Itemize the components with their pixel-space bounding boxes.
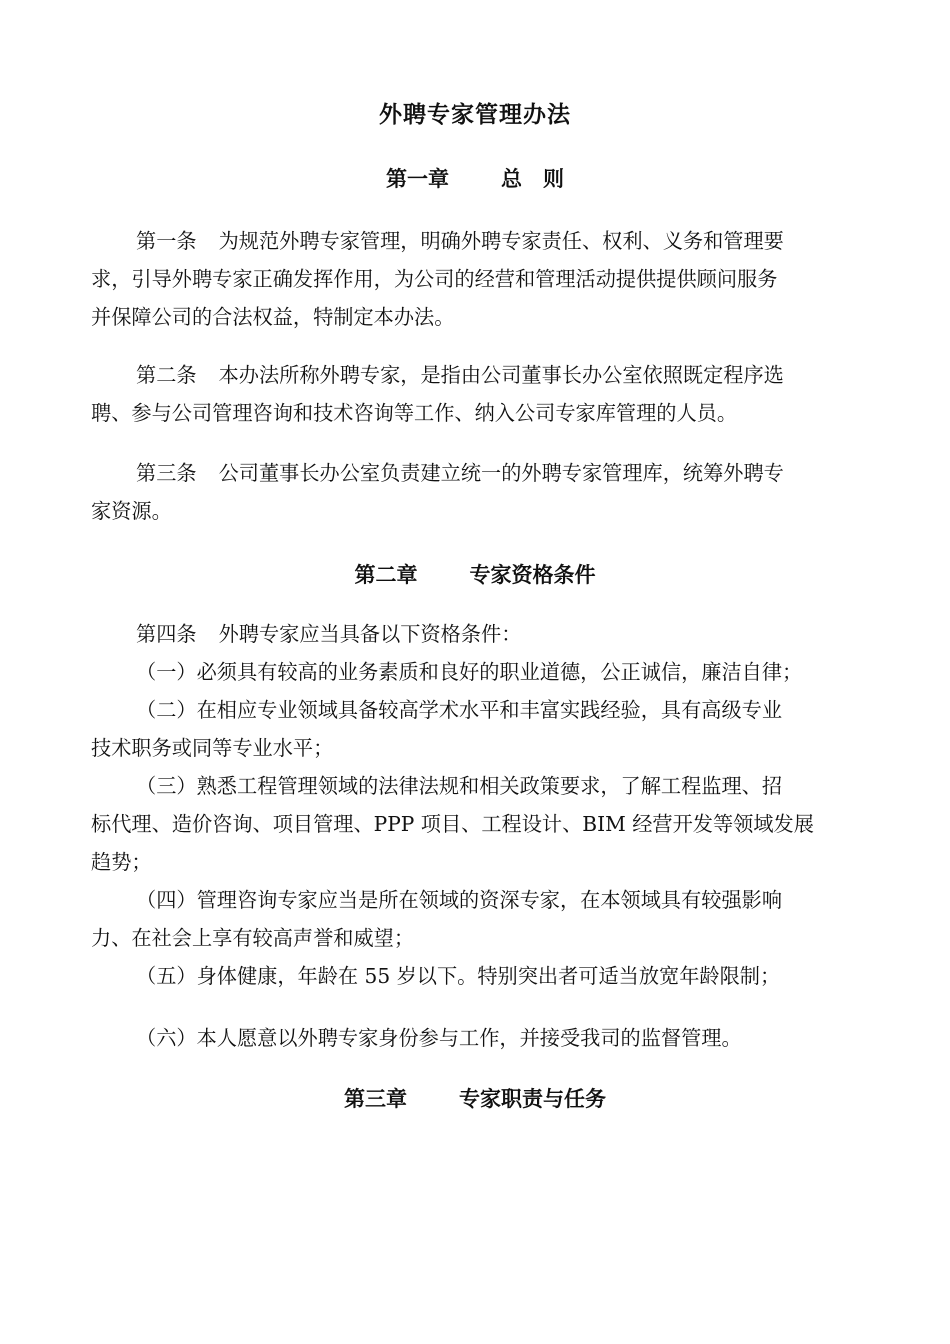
article-4-label: 第四条 — [136, 622, 197, 646]
article-4-item-6: （六）本人愿意以外聘专家身份参与工作，并接受我司的监督管理。 — [136, 1026, 742, 1050]
article-4-item-4 — [91, 881, 861, 995]
article-4-item-1: （一）必须具有较高的业务素质和良好的职业道德，公正诚信，廉洁自律； — [136, 660, 803, 684]
chapter-1-number: 第一章 — [386, 166, 449, 191]
chapter-2-number: 第二章 — [354, 562, 418, 587]
article-4-item-3-line-2: 标代理、造价咨询、项目管理、PPP 项目、工程设计、BIM 经营开发等领域发展 — [91, 812, 814, 836]
article-2-line-1: 本办法所称外聘专家，是指由公司董事长办公室依照既定程序选 — [218, 363, 784, 387]
article-4-item-2-line-2: 技术职务或同等专业水平； — [91, 736, 334, 760]
article-4 — [91, 615, 861, 881]
article-2-label: 第二条 — [136, 363, 197, 387]
article-4-item-4-line-1: （四）管理咨询专家应当是所在领域的资深专家，在本领域具有较强影响 — [136, 888, 783, 912]
article-4-item-6-block — [91, 1019, 861, 1057]
article-2 — [91, 356, 861, 432]
article-4-item-2-line-1: （二）在相应专业领域具备较高学术水平和丰富实践经验，具有高级专业 — [136, 698, 783, 722]
article-2-line-2: 聘、参与公司管理咨询和技术咨询等工作、纳入公司专家库管理的人员。 — [91, 401, 738, 425]
article-3-label: 第三条 — [136, 461, 197, 485]
article-1-line-2: 求，引导外聘专家正确发挥作用，为公司的经营和管理活动提供提供顾问服务 — [91, 267, 778, 291]
article-1-line-3: 并保障公司的合法权益，特制定本办法。 — [91, 305, 455, 329]
article-4-item-4-line-2: 力、在社会上享有较高声誉和威望； — [91, 926, 415, 950]
article-1 — [91, 222, 861, 336]
article-3 — [91, 454, 861, 530]
article-3-line-2: 家资源。 — [91, 499, 172, 523]
article-4-item-3-line-3: 趋势； — [91, 850, 152, 874]
chapter-3-heading — [0, 1082, 950, 1116]
chapter-3-name: 专家职责与任务 — [459, 1086, 606, 1111]
chapter-3-number: 第三章 — [344, 1086, 407, 1111]
chapter-1-name: 总 则 — [501, 166, 564, 191]
article-1-label: 第一条 — [136, 229, 197, 253]
article-1-line-1: 为规范外聘专家管理，明确外聘专家责任、权利、义务和管理要 — [218, 229, 784, 253]
article-4-item-5: （五）身体健康，年龄在 55 岁以下。特别突出者可适当放宽年龄限制； — [136, 964, 781, 988]
article-4-intro: 外聘专家应当具备以下资格条件： — [218, 622, 522, 646]
chapter-2-heading — [0, 558, 950, 592]
chapter-1-heading — [0, 162, 950, 196]
document-title: 外聘专家管理办法 — [379, 101, 571, 128]
article-3-line-1: 公司董事长办公室负责建立统一的外聘专家管理库，统筹外聘专 — [218, 461, 784, 485]
article-4-item-3-line-1: （三）熟悉工程管理领域的法律法规和相关政策要求，了解工程监理、招 — [136, 774, 783, 798]
chapter-2-name: 专家资格条件 — [469, 562, 596, 587]
